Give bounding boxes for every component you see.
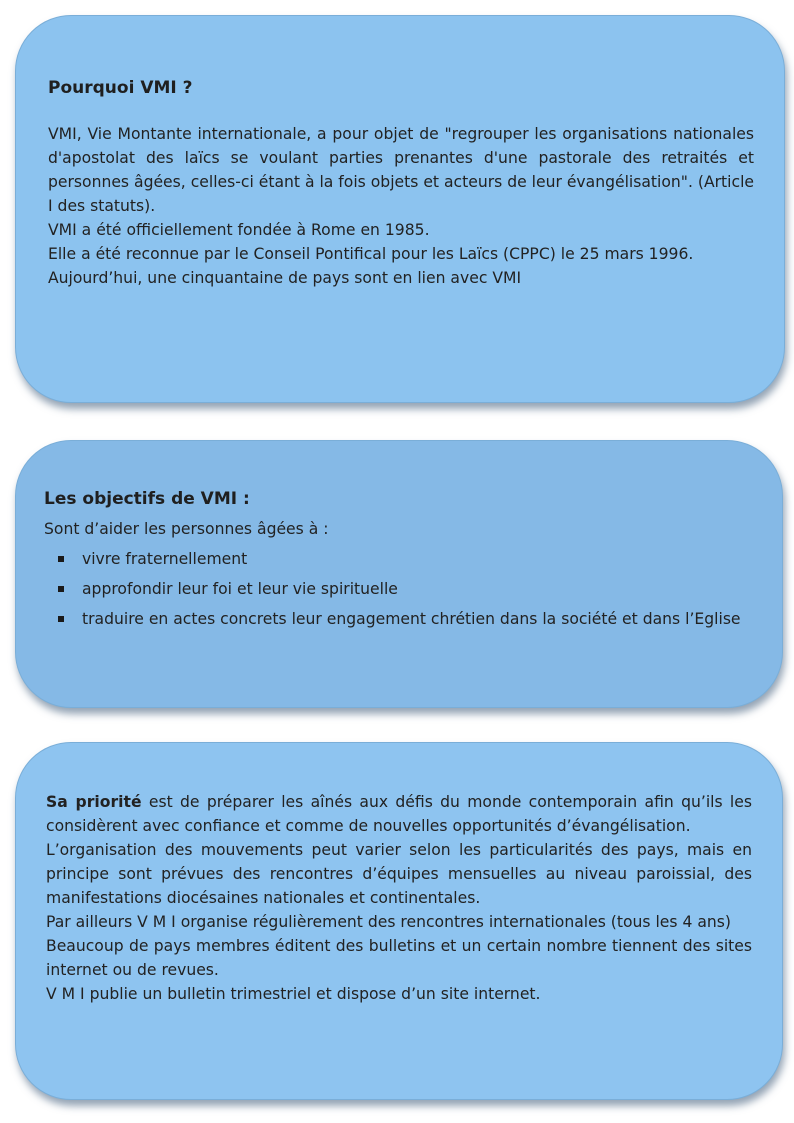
square-bullet-icon [58,556,64,562]
why-vmi-purpose: VMI, Vie Montante internationale, a pour objet de "regrouper les organisations nationales d'apostolat des laïcs se voulant parties prenantes d'une pastorale des retraités et personnes âgées, celles-ci étant à la fois objets et acteurs de leur évangélisation". (Article I des statuts). [48,125,754,215]
objective-item [58,607,756,631]
objective-item [58,577,756,601]
international-meetings-paragraph: Par ailleurs V M I organise régulièrement des rencontres internationales (tous les 4 ans) [46,913,732,931]
objective-text: traduire en actes concrets leur engagement chrétien dans la société et dans l’Eglise [82,610,741,628]
square-bullet-icon [58,616,64,622]
bulletins-paragraph: Beaucoup de pays membres éditent des bulletins et un certain nombre tiennent des sites internet ou de revues. [46,937,752,979]
objectives-title: Les objectifs de VMI : [44,489,250,509]
objectives-intro: Sont d’aider les personnes âgées à : [44,520,329,538]
priority-text: est de préparer les aînés aux défis du monde contemporain afin qu’ils les considèrent avec confiance et comme de nouvelles opportunités d’évangélisation. [46,793,752,835]
square-bullet-icon [58,586,64,592]
why-vmi-recognized: Elle a été reconnue par le Conseil Pontifical pour les Laïcs (CPPC) le 25 mars 1996. [48,245,694,263]
objectives-card [15,440,783,708]
priority-card [15,742,783,1100]
objective-item [58,547,756,571]
priority-paragraph [46,790,752,838]
why-vmi-card [15,15,785,403]
organisation-paragraph: L’organisation des mouvements peut varier selon les particularités des pays, mais en principe sont prévues des rencontres d’équipes mensuelles au niveau paroissial, des manifestations diocésaines nationales et continentales. [46,841,752,907]
why-vmi-countries: Aujourd’hui, une cinquantaine de pays sont en lien avec VMI [48,269,522,287]
objectives-list [44,547,756,631]
priority-label: Sa priorité [46,793,142,811]
objective-text: vivre fraternellement [82,550,248,568]
objective-text: approfondir leur foi et leur vie spirituelle [82,580,398,598]
vmi-bulletin-paragraph: V M I publie un bulletin trimestriel et dispose d’un site internet. [46,985,541,1003]
why-vmi-founded: VMI a été officiellement fondée à Rome en 1985. [48,221,430,239]
why-vmi-title: Pourquoi VMI ? [48,78,193,98]
